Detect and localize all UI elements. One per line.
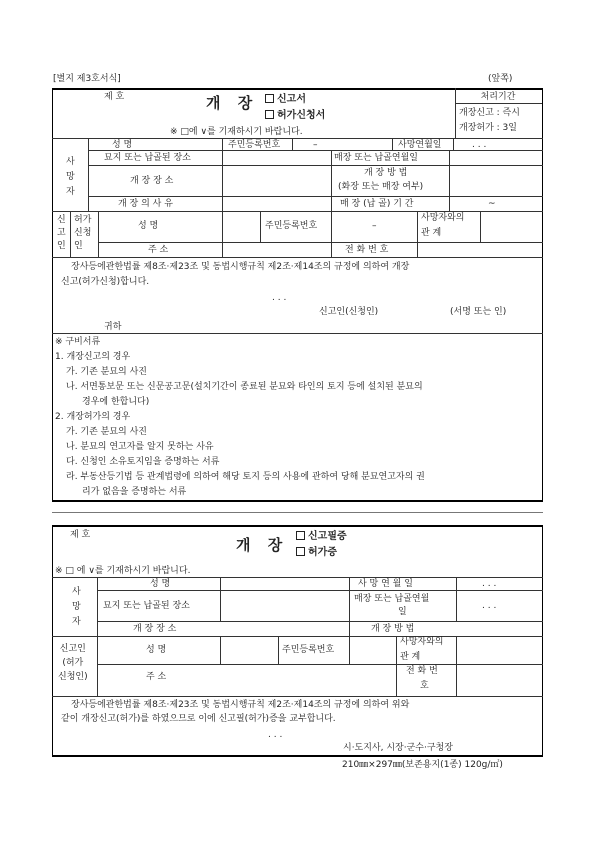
form2-applicant-relation-label: 사망자와의 bbox=[400, 637, 444, 647]
applicant-relation-label-2: 관 계 bbox=[421, 228, 442, 238]
applicant-address-label: 주 소 bbox=[148, 245, 169, 255]
applicant-relation-label: 사망자와의 bbox=[421, 213, 465, 223]
required-docs-item: 경우에 한합니다) bbox=[82, 397, 150, 407]
required-docs-item: 리가 없음을 증명하는 서류 bbox=[82, 487, 187, 497]
form2-reburial-method-label: 개 장 방 법 bbox=[371, 624, 415, 634]
form2-deceased-name-label: 성 명 bbox=[150, 579, 171, 589]
reburial-method-label: 개 장 방 법 bbox=[364, 168, 408, 178]
grave-location-label: 묘지 또는 납골된 장소 bbox=[104, 153, 191, 163]
cut-line bbox=[52, 512, 543, 514]
form2-grave-location-label: 묘지 또는 납골된 장소 bbox=[103, 601, 190, 611]
deceased-rrn-label: 주민등록번호 bbox=[228, 140, 281, 150]
form1-option-report[interactable]: 신고서 bbox=[265, 94, 306, 105]
paper-spec-footer: 210㎜×297㎜(보존용지(1종) 120g/㎡) bbox=[342, 760, 503, 770]
required-docs-item: 나. 분묘의 연고자를 알지 못하는 사유 bbox=[66, 442, 214, 452]
applicant-rrn-label: 주민등록번호 bbox=[265, 221, 318, 231]
form2-applicant-relation-label-2: 관 계 bbox=[400, 652, 421, 662]
applicant-label-permit: 허가 신청 인 bbox=[74, 215, 92, 251]
required-docs-item: 가. 기존 분묘의 사진 bbox=[66, 427, 147, 437]
required-docs-item: 가. 기존 분묘의 사진 bbox=[66, 367, 147, 377]
deceased-name-label: 성 명 bbox=[112, 140, 133, 150]
form2-deceased-section-label: 사 망 자 bbox=[72, 587, 81, 627]
form2-serial-number: 제 호 bbox=[70, 530, 91, 540]
form2-applicant-name-label: 성 명 bbox=[146, 645, 167, 655]
processing-period-report: 개장신고 : 즉시 bbox=[459, 108, 520, 118]
form-number-label: [별지 제3호서식] bbox=[53, 74, 121, 84]
form1-statement-line1: 장사등에관한법률 제8조·제23조 및 동법시행규칙 제2조·제14조의 규정에 의하여 개장 bbox=[71, 262, 410, 272]
form2-statement-line2: 같이 개장신고(허가)를 하였으므로 이에 신고필(허가)증을 교부합니다. bbox=[61, 714, 336, 724]
form2-option-report[interactable]: 신고필증 bbox=[296, 531, 347, 542]
reburial-reason-label: 개 장 의 사 유 bbox=[118, 199, 173, 209]
reburial-place-label: 개 장 장 소 bbox=[130, 176, 174, 186]
burial-date-label: 매장 또는 납골연월일 bbox=[334, 153, 418, 163]
front-side-label: (앞쪽) bbox=[488, 74, 513, 84]
form2-applicant-label: 신고인 (허가 신청인) bbox=[58, 644, 88, 682]
deceased-death-date-dots: . . . bbox=[472, 140, 487, 150]
applicant-phone-label: 전 화 번 호 bbox=[345, 245, 389, 255]
form1-statement-line2: 신고(허가신청)합니다. bbox=[61, 277, 150, 287]
form2-check-note: ※ □ 에 ∨를 기재하시기 바랍니다. bbox=[55, 566, 191, 576]
deceased-death-date-label: 사망연월일 bbox=[398, 140, 442, 150]
form2-burial-date-dots: . . . bbox=[482, 601, 497, 611]
deceased-section-label: 사 망 자 bbox=[66, 157, 75, 197]
processing-period-title: 처리기간 bbox=[480, 92, 516, 102]
checkbox-icon[interactable] bbox=[265, 110, 274, 119]
required-docs-item: 나. 서면통보문 또는 신문공고문(설치기간이 종료된 분묘와 타인의 토지 등에 설치된 분묘의 bbox=[66, 382, 423, 392]
form2-applicant-phone-label: 전 화 번 bbox=[406, 666, 438, 676]
form2-date: . . . bbox=[268, 730, 283, 740]
form1-addressee: 귀하 bbox=[104, 322, 122, 332]
reburial-method-sub: (화장 또는 매장 여부) bbox=[338, 182, 424, 192]
required-docs-item: 2. 개장허가의 경우 bbox=[55, 412, 131, 422]
burial-period-label: 매 장 (납 골) 기 간 bbox=[340, 199, 414, 209]
form2-option-permit[interactable]: 허가증 bbox=[296, 547, 337, 558]
form2-title: 개 장 bbox=[236, 536, 289, 554]
applicant-label-reporter: 신 고 인 bbox=[57, 215, 66, 251]
required-docs-item: 다. 신청인 소유토지임을 증명하는 서류 bbox=[66, 457, 220, 467]
form2-burial-date-label: 매장 또는 납골연월 bbox=[354, 594, 430, 604]
applicant-rrn-dash: – bbox=[372, 221, 377, 231]
checkbox-icon[interactable] bbox=[296, 547, 305, 556]
checkbox-icon[interactable] bbox=[296, 531, 305, 540]
form2-statement-line1: 장사등에관한법률 제8조·제23조 및 동법시행규칙 제2조·제14조의 규정에 의하여 위와 bbox=[71, 700, 410, 710]
applicant-name-label: 성 명 bbox=[138, 221, 159, 231]
form2-death-date-dots: . . . bbox=[482, 579, 497, 589]
form2-reburial-place-label: 개 장 장 소 bbox=[133, 624, 177, 634]
required-docs-item: 1. 개장신고의 경우 bbox=[55, 352, 131, 362]
form1-signer-label: 신고인(신청인) bbox=[319, 307, 379, 317]
required-docs-title: ※ 구비서류 bbox=[55, 337, 101, 347]
form2-applicant-address-label: 주 소 bbox=[146, 672, 167, 682]
form1-check-note: ※ □에 ∨를 기재하시기 바랍니다. bbox=[170, 127, 303, 137]
form2-death-date-label: 사 망 연 월 일 bbox=[358, 579, 413, 589]
form1-option-permit[interactable]: 허가신청서 bbox=[265, 110, 325, 121]
required-docs-item: 라. 부동산등기법 등 관계법령에 의하여 해당 토지 등의 사용에 관하여 당해 분묘연고자의 권 bbox=[66, 472, 425, 482]
form2-burial-date-label-2: 일 bbox=[398, 607, 407, 617]
form1-serial-number: 제 호 bbox=[104, 92, 125, 102]
processing-period-permit: 개장허가 : 3일 bbox=[459, 123, 517, 133]
deceased-rrn-dash: – bbox=[313, 140, 318, 150]
burial-period-tilde: ~ bbox=[488, 199, 496, 209]
form2-applicant-rrn-label: 주민등록번호 bbox=[282, 645, 335, 655]
form2-issuer: 시·도지사, 시장·군수·구청장 bbox=[343, 743, 453, 753]
form1-title: 개 장 bbox=[206, 94, 259, 112]
form2-applicant-phone-label-2: 호 bbox=[420, 681, 429, 691]
form1-sign-note: (서명 또는 인) bbox=[450, 307, 507, 317]
checkbox-icon[interactable] bbox=[265, 94, 274, 103]
form1-date: . . . bbox=[272, 293, 287, 303]
